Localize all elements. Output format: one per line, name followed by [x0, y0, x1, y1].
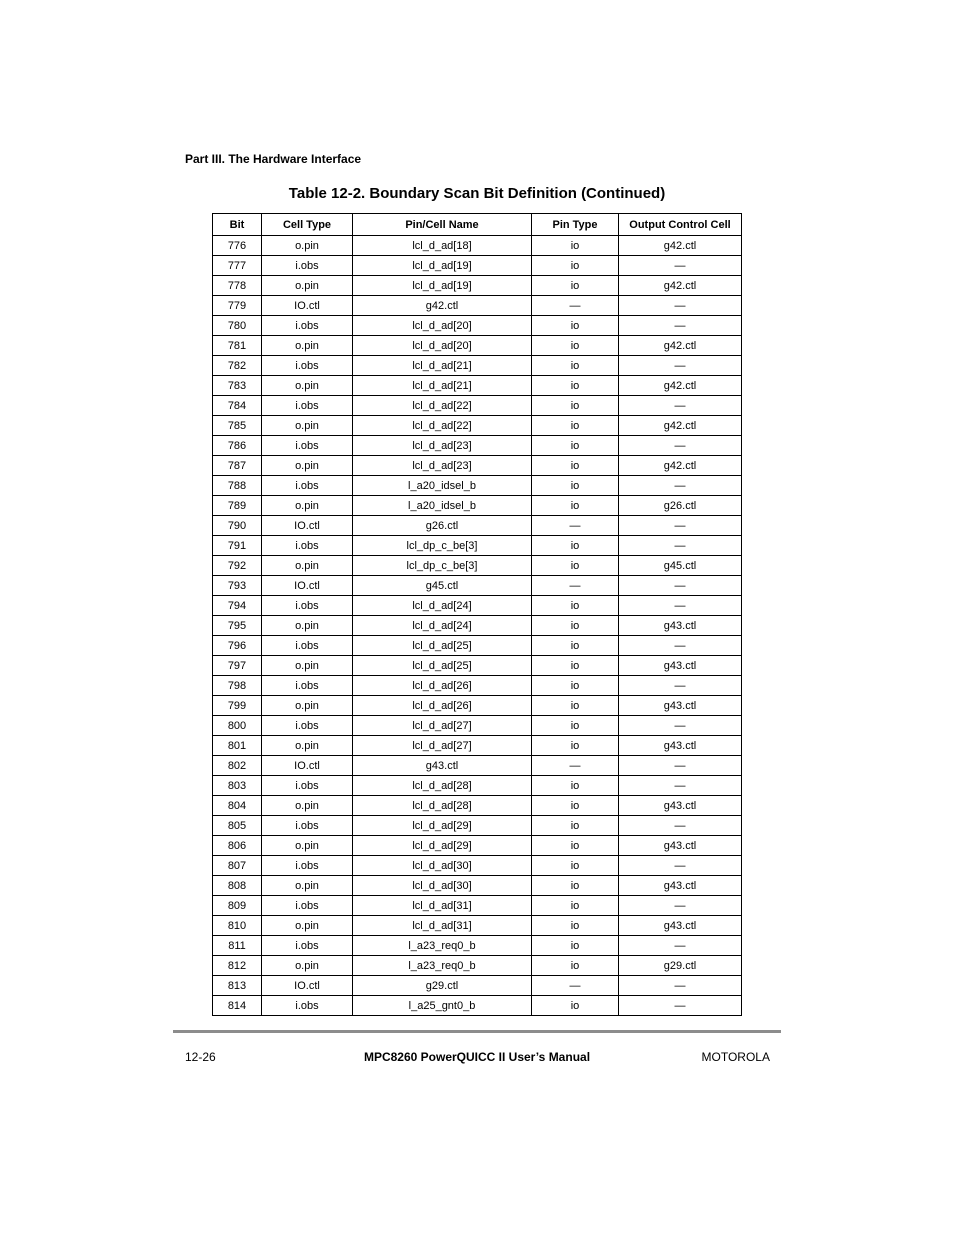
cell-pin-type: io [532, 396, 619, 416]
table-row [213, 516, 742, 536]
cell-pin-cell-name: g43.ctl [353, 756, 532, 776]
cell-pin-cell-name: l_a20_idsel_b [353, 496, 532, 516]
cell-pin-cell-name: lcl_d_ad[21] [353, 356, 532, 376]
table-row [213, 776, 742, 796]
cell-cell-type: i.obs [262, 316, 353, 336]
cell-output-control-cell: — [619, 356, 742, 376]
cell-cell-type: i.obs [262, 536, 353, 556]
cell-pin-cell-name: lcl_d_ad[27] [353, 736, 532, 756]
cell-bit: 795 [213, 616, 262, 636]
cell-pin-type: io [532, 656, 619, 676]
cell-output-control-cell: g43.ctl [619, 916, 742, 936]
cell-cell-type: o.pin [262, 836, 353, 856]
cell-cell-type: o.pin [262, 696, 353, 716]
cell-output-control-cell: g43.ctl [619, 836, 742, 856]
cell-pin-cell-name: lcl_dp_c_be[3] [353, 556, 532, 576]
cell-output-control-cell: — [619, 676, 742, 696]
table-row [213, 276, 742, 296]
cell-bit: 811 [213, 936, 262, 956]
cell-cell-type: o.pin [262, 336, 353, 356]
column-header-pin-cell-name: Pin/Cell Name [353, 214, 532, 236]
cell-pin-cell-name: lcl_d_ad[18] [353, 236, 532, 256]
section-heading: Part III. The Hardware Interface [185, 152, 362, 166]
cell-output-control-cell: g43.ctl [619, 876, 742, 896]
cell-pin-cell-name: l_a20_idsel_b [353, 476, 532, 496]
cell-cell-type: i.obs [262, 636, 353, 656]
cell-pin-cell-name: g42.ctl [353, 296, 532, 316]
cell-output-control-cell: g42.ctl [619, 456, 742, 476]
cell-cell-type: o.pin [262, 376, 353, 396]
table-row [213, 636, 742, 656]
cell-cell-type: o.pin [262, 556, 353, 576]
cell-bit: 779 [213, 296, 262, 316]
cell-output-control-cell: g43.ctl [619, 696, 742, 716]
cell-cell-type: o.pin [262, 796, 353, 816]
cell-cell-type: i.obs [262, 476, 353, 496]
cell-pin-cell-name: l_a23_req0_b [353, 956, 532, 976]
table-row [213, 356, 742, 376]
table-row [213, 896, 742, 916]
cell-pin-type: io [532, 616, 619, 636]
cell-cell-type: IO.ctl [262, 576, 353, 596]
table-row [213, 536, 742, 556]
cell-output-control-cell: — [619, 636, 742, 656]
table-row [213, 856, 742, 876]
cell-pin-type: io [532, 316, 619, 336]
table-row [213, 656, 742, 676]
cell-bit: 793 [213, 576, 262, 596]
cell-pin-type: io [532, 896, 619, 916]
cell-bit: 810 [213, 916, 262, 936]
cell-pin-type: io [532, 596, 619, 616]
cell-pin-type: io [532, 876, 619, 896]
cell-pin-cell-name: lcl_d_ad[29] [353, 816, 532, 836]
cell-bit: 799 [213, 696, 262, 716]
cell-bit: 782 [213, 356, 262, 376]
cell-bit: 801 [213, 736, 262, 756]
table-row [213, 836, 742, 856]
table-row [213, 956, 742, 976]
table-row [213, 496, 742, 516]
cell-pin-type: io [532, 676, 619, 696]
cell-pin-cell-name: lcl_d_ad[25] [353, 656, 532, 676]
cell-pin-type: io [532, 476, 619, 496]
cell-cell-type: i.obs [262, 256, 353, 276]
column-header-cell-type: Cell Type [262, 214, 353, 236]
cell-bit: 792 [213, 556, 262, 576]
cell-pin-type: io [532, 836, 619, 856]
cell-output-control-cell: — [619, 996, 742, 1016]
cell-cell-type: i.obs [262, 396, 353, 416]
cell-output-control-cell: g43.ctl [619, 736, 742, 756]
cell-cell-type: o.pin [262, 956, 353, 976]
cell-bit: 778 [213, 276, 262, 296]
table-row [213, 336, 742, 356]
cell-pin-cell-name: lcl_d_ad[21] [353, 376, 532, 396]
cell-cell-type: o.pin [262, 276, 353, 296]
cell-pin-type: io [532, 996, 619, 1016]
cell-pin-type: io [532, 696, 619, 716]
cell-cell-type: i.obs [262, 716, 353, 736]
cell-bit: 797 [213, 656, 262, 676]
table-row [213, 976, 742, 996]
table-body [213, 236, 742, 1016]
cell-pin-type: io [532, 936, 619, 956]
footer-rule [173, 1030, 781, 1033]
cell-pin-cell-name: lcl_d_ad[30] [353, 876, 532, 896]
cell-bit: 798 [213, 676, 262, 696]
cell-output-control-cell: — [619, 856, 742, 876]
cell-pin-type: io [532, 816, 619, 836]
cell-pin-cell-name: lcl_dp_c_be[3] [353, 536, 532, 556]
table-header [213, 214, 742, 236]
table-row [213, 696, 742, 716]
cell-pin-type: io [532, 736, 619, 756]
cell-pin-cell-name: lcl_d_ad[19] [353, 256, 532, 276]
cell-bit: 802 [213, 756, 262, 776]
table-row [213, 456, 742, 476]
cell-output-control-cell: g43.ctl [619, 796, 742, 816]
column-header-pin-type: Pin Type [532, 214, 619, 236]
cell-cell-type: o.pin [262, 416, 353, 436]
cell-bit: 777 [213, 256, 262, 276]
cell-cell-type: o.pin [262, 876, 353, 896]
table-row [213, 596, 742, 616]
cell-output-control-cell: g42.ctl [619, 276, 742, 296]
cell-bit: 788 [213, 476, 262, 496]
table-row [213, 396, 742, 416]
cell-output-control-cell: — [619, 516, 742, 536]
cell-output-control-cell: — [619, 476, 742, 496]
cell-bit: 780 [213, 316, 262, 336]
header-row [213, 214, 742, 236]
cell-pin-cell-name: lcl_d_ad[23] [353, 436, 532, 456]
cell-output-control-cell: — [619, 716, 742, 736]
cell-pin-type: io [532, 636, 619, 656]
table-row [213, 476, 742, 496]
cell-cell-type: o.pin [262, 236, 353, 256]
cell-bit: 784 [213, 396, 262, 416]
cell-bit: 814 [213, 996, 262, 1016]
cell-pin-type: io [532, 796, 619, 816]
cell-cell-type: o.pin [262, 616, 353, 636]
table-row [213, 796, 742, 816]
cell-cell-type: i.obs [262, 896, 353, 916]
cell-bit: 813 [213, 976, 262, 996]
cell-cell-type: i.obs [262, 676, 353, 696]
cell-pin-cell-name: lcl_d_ad[26] [353, 696, 532, 716]
cell-cell-type: i.obs [262, 596, 353, 616]
cell-cell-type: IO.ctl [262, 516, 353, 536]
cell-bit: 781 [213, 336, 262, 356]
cell-pin-type: io [532, 276, 619, 296]
table-title: Table 12-2. Boundary Scan Bit Definition (Continued) [288, 185, 666, 202]
cell-output-control-cell: — [619, 316, 742, 336]
cell-bit: 809 [213, 896, 262, 916]
cell-output-control-cell: — [619, 436, 742, 456]
cell-output-control-cell: g43.ctl [619, 656, 742, 676]
column-header-bit: Bit [213, 214, 262, 236]
cell-bit: 805 [213, 816, 262, 836]
cell-pin-type: io [532, 376, 619, 396]
cell-pin-type: — [532, 976, 619, 996]
table-row [213, 916, 742, 936]
cell-output-control-cell: — [619, 596, 742, 616]
cell-output-control-cell: — [619, 536, 742, 556]
cell-pin-cell-name: lcl_d_ad[20] [353, 316, 532, 336]
cell-pin-cell-name: lcl_d_ad[24] [353, 596, 532, 616]
cell-bit: 786 [213, 436, 262, 456]
cell-pin-cell-name: lcl_d_ad[26] [353, 676, 532, 696]
cell-output-control-cell: g45.ctl [619, 556, 742, 576]
cell-bit: 806 [213, 836, 262, 856]
cell-pin-cell-name: g29.ctl [353, 976, 532, 996]
table-row [213, 816, 742, 836]
cell-bit: 790 [213, 516, 262, 536]
cell-pin-cell-name: lcl_d_ad[31] [353, 916, 532, 936]
cell-cell-type: i.obs [262, 936, 353, 956]
cell-pin-cell-name: lcl_d_ad[27] [353, 716, 532, 736]
cell-output-control-cell: g42.ctl [619, 336, 742, 356]
cell-bit: 804 [213, 796, 262, 816]
table-row [213, 556, 742, 576]
cell-pin-cell-name: lcl_d_ad[29] [353, 836, 532, 856]
table-row [213, 416, 742, 436]
cell-output-control-cell: g29.ctl [619, 956, 742, 976]
cell-output-control-cell: — [619, 816, 742, 836]
cell-output-control-cell: g42.ctl [619, 236, 742, 256]
table-row [213, 996, 742, 1016]
cell-cell-type: IO.ctl [262, 296, 353, 316]
cell-cell-type: i.obs [262, 436, 353, 456]
table-row [213, 576, 742, 596]
cell-pin-cell-name: g45.ctl [353, 576, 532, 596]
cell-bit: 783 [213, 376, 262, 396]
cell-pin-type: — [532, 756, 619, 776]
cell-output-control-cell: — [619, 396, 742, 416]
cell-bit: 787 [213, 456, 262, 476]
cell-cell-type: i.obs [262, 856, 353, 876]
cell-pin-type: io [532, 776, 619, 796]
cell-pin-type: io [532, 536, 619, 556]
cell-pin-cell-name: lcl_d_ad[23] [353, 456, 532, 476]
cell-output-control-cell: — [619, 776, 742, 796]
cell-output-control-cell: — [619, 976, 742, 996]
cell-pin-cell-name: g26.ctl [353, 516, 532, 536]
cell-pin-cell-name: l_a23_req0_b [353, 936, 532, 956]
cell-pin-cell-name: lcl_d_ad[31] [353, 896, 532, 916]
cell-bit: 794 [213, 596, 262, 616]
cell-bit: 800 [213, 716, 262, 736]
cell-pin-cell-name: lcl_d_ad[30] [353, 856, 532, 876]
table-row [213, 876, 742, 896]
table-row [213, 256, 742, 276]
table-row [213, 296, 742, 316]
cell-pin-type: io [532, 716, 619, 736]
cell-bit: 812 [213, 956, 262, 976]
table-row [213, 716, 742, 736]
cell-output-control-cell: — [619, 576, 742, 596]
table-row [213, 436, 742, 456]
cell-cell-type: o.pin [262, 736, 353, 756]
cell-cell-type: o.pin [262, 456, 353, 476]
cell-cell-type: i.obs [262, 776, 353, 796]
table-row [213, 376, 742, 396]
cell-output-control-cell: — [619, 296, 742, 316]
cell-pin-type: io [532, 956, 619, 976]
cell-pin-type: io [532, 416, 619, 436]
cell-pin-cell-name: l_a25_gnt0_b [353, 996, 532, 1016]
cell-output-control-cell: — [619, 896, 742, 916]
cell-bit: 807 [213, 856, 262, 876]
company-name: MOTOROLA [701, 1050, 770, 1064]
cell-cell-type: i.obs [262, 816, 353, 836]
cell-output-control-cell: g26.ctl [619, 496, 742, 516]
cell-bit: 776 [213, 236, 262, 256]
cell-pin-cell-name: lcl_d_ad[28] [353, 776, 532, 796]
cell-bit: 789 [213, 496, 262, 516]
cell-pin-type: — [532, 296, 619, 316]
cell-cell-type: i.obs [262, 996, 353, 1016]
cell-output-control-cell: g42.ctl [619, 416, 742, 436]
cell-cell-type: IO.ctl [262, 976, 353, 996]
cell-bit: 808 [213, 876, 262, 896]
cell-cell-type: o.pin [262, 916, 353, 936]
table-row [213, 936, 742, 956]
cell-bit: 796 [213, 636, 262, 656]
boundary-scan-table [212, 213, 742, 1016]
column-header-output-control-cell: Output Control Cell [619, 214, 742, 236]
cell-bit: 785 [213, 416, 262, 436]
cell-output-control-cell: — [619, 936, 742, 956]
cell-pin-type: io [532, 236, 619, 256]
cell-pin-type: — [532, 576, 619, 596]
cell-pin-cell-name: lcl_d_ad[22] [353, 416, 532, 436]
manual-title: MPC8260 PowerQUICC II User’s Manual [363, 1050, 591, 1064]
cell-cell-type: o.pin [262, 496, 353, 516]
cell-cell-type: IO.ctl [262, 756, 353, 776]
table-row [213, 236, 742, 256]
cell-pin-cell-name: lcl_d_ad[20] [353, 336, 532, 356]
cell-pin-cell-name: lcl_d_ad[25] [353, 636, 532, 656]
table-row [213, 616, 742, 636]
cell-output-control-cell: — [619, 756, 742, 776]
cell-pin-type: io [532, 916, 619, 936]
cell-pin-type: io [532, 356, 619, 376]
cell-output-control-cell: g42.ctl [619, 376, 742, 396]
page-number: 12-26 [185, 1050, 216, 1064]
table-row [213, 756, 742, 776]
cell-pin-type: io [532, 496, 619, 516]
cell-pin-type: io [532, 856, 619, 876]
table-row [213, 736, 742, 756]
cell-pin-type: — [532, 516, 619, 536]
cell-pin-cell-name: lcl_d_ad[28] [353, 796, 532, 816]
cell-pin-type: io [532, 556, 619, 576]
cell-cell-type: o.pin [262, 656, 353, 676]
cell-pin-type: io [532, 336, 619, 356]
cell-output-control-cell: — [619, 256, 742, 276]
cell-output-control-cell: g43.ctl [619, 616, 742, 636]
cell-cell-type: i.obs [262, 356, 353, 376]
cell-pin-cell-name: lcl_d_ad[24] [353, 616, 532, 636]
cell-pin-cell-name: lcl_d_ad[19] [353, 276, 532, 296]
cell-bit: 791 [213, 536, 262, 556]
cell-bit: 803 [213, 776, 262, 796]
table-row [213, 316, 742, 336]
cell-pin-type: io [532, 456, 619, 476]
cell-pin-type: io [532, 436, 619, 456]
cell-pin-type: io [532, 256, 619, 276]
cell-pin-cell-name: lcl_d_ad[22] [353, 396, 532, 416]
table-row [213, 676, 742, 696]
